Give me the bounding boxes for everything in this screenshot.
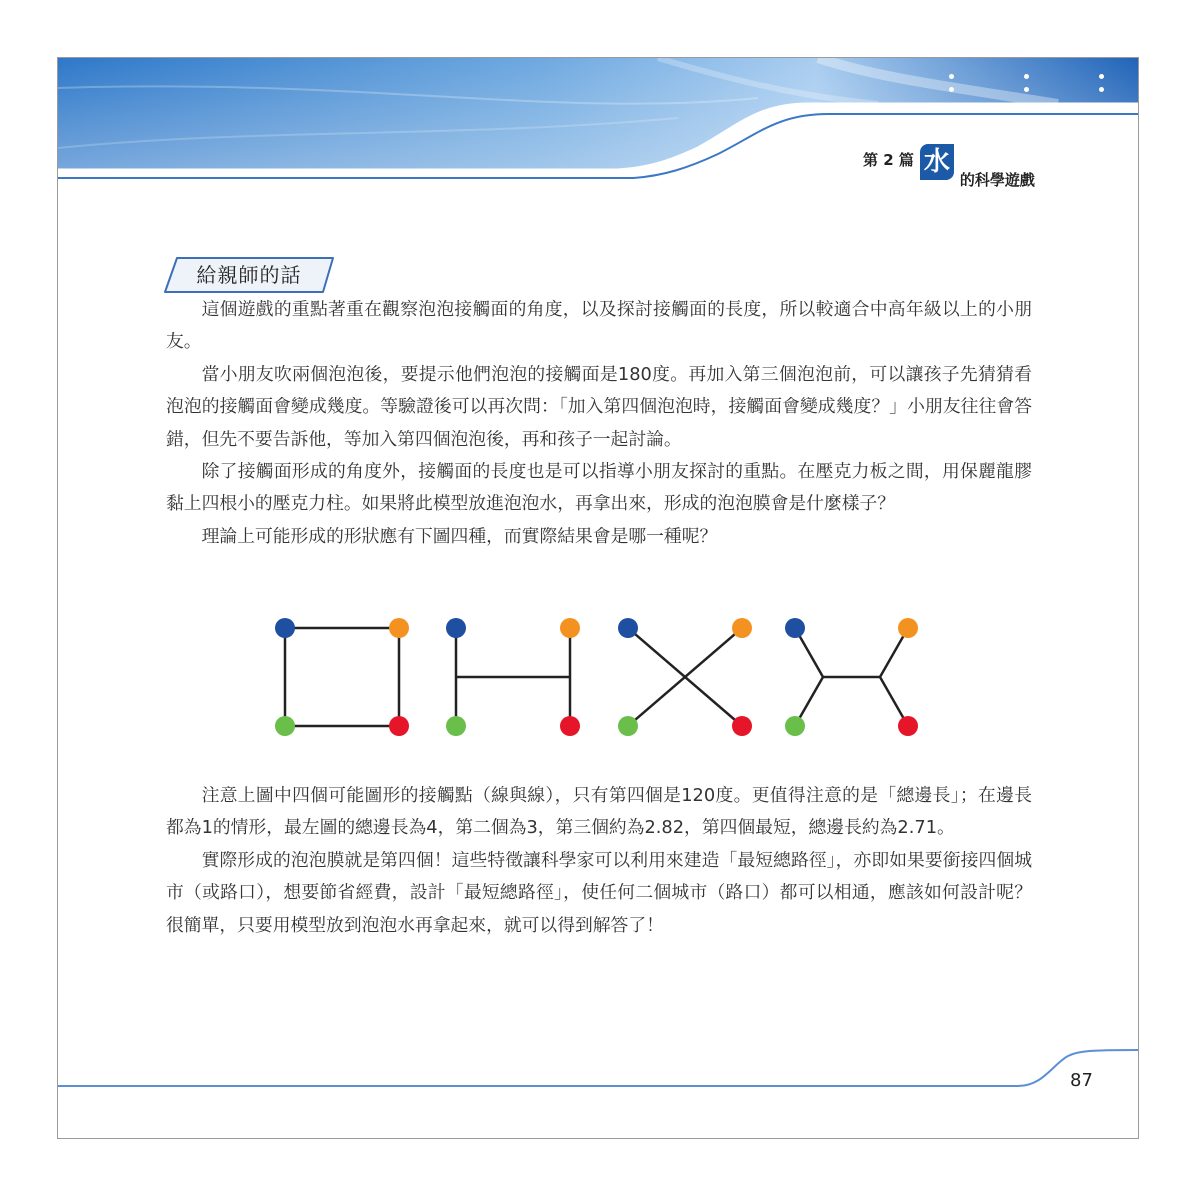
dot-blue xyxy=(618,618,638,638)
dot-blue xyxy=(446,618,466,638)
section-title-tab xyxy=(163,256,335,294)
dot-orange xyxy=(898,618,918,638)
chapter-badge: 水 xyxy=(920,144,954,180)
paragraph: 當小朋友吹兩個泡泡後，要提示他們泡泡的接觸面是180度。再加入第三個泡泡前，可以讓孩子先猜猜看泡泡的接觸面會變成幾度。等驗證後可以再次問：「加入第四個泡泡時，接觸面會變成幾度？」小朋友往往會答錯，但先不要告訴他，等加入第四個泡泡後，再和孩子一起討論。 xyxy=(166,363,1032,450)
corner-dots xyxy=(275,618,918,736)
dot-orange xyxy=(560,618,580,638)
paragraph: 這個遊戲的重點著重在觀察泡泡接觸面的角度，以及探討接觸面的長度，所以較適合中高年級以上的小朋友。 xyxy=(166,299,1032,353)
dot-red xyxy=(898,716,918,736)
dot-red xyxy=(560,716,580,736)
dot-green xyxy=(446,716,466,736)
dot-green xyxy=(275,716,295,736)
dot-red xyxy=(389,716,409,736)
dot-blue xyxy=(275,618,295,638)
shape-h xyxy=(456,628,570,726)
chapter-title: 的科學遊戲 xyxy=(959,171,1035,189)
chapter-number: 第 2 篇 xyxy=(863,151,914,169)
paragraph: 實際形成的泡泡膜就是第四個！這些特徵讓科學家可以利用來建造「最短總路徑」，亦即如果要銜接四個城市（或路口），想要節省經費，設計「最短總路徑」，使任何二個城市（路口）都可以相通，應該如何設計呢？很簡單，只要用模型放到泡泡水再拿起來，就可以得到解答了！ xyxy=(166,849,1032,936)
book-page xyxy=(57,57,1139,1139)
section-title: 給親師的話 xyxy=(196,263,302,287)
paragraph: 除了接觸面形成的角度外，接觸面的長度也是可以指導小朋友探討的重點。在壓克力板之間，用保麗龍膠黏上四根小的壓克力柱。如果將此模型放進泡泡水，再拿出來，形成的泡泡膜會是什麼樣子？ xyxy=(166,461,1032,515)
shape-square xyxy=(285,628,399,726)
body-text-bottom xyxy=(166,780,1032,942)
footer-rule xyxy=(58,1048,1139,1088)
paragraph: 注意上圖中四個可能圖形的接觸點（線與線），只有第四個是120度。更值得注意的是「總邊長」；在邊長都為1的情形，最左圖的總邊長為4，第二個為3，第三個約為2.82，第四個最短，總邊長約為2.71。 xyxy=(166,785,1032,839)
dot-orange xyxy=(389,618,409,638)
shape-steiner xyxy=(795,628,908,726)
bubble-shapes-diagram xyxy=(258,608,938,748)
dot-orange xyxy=(732,618,752,638)
dot-green xyxy=(785,716,805,736)
shape-x xyxy=(628,628,742,726)
header-dots xyxy=(949,74,1104,92)
dot-blue xyxy=(785,618,805,638)
body-text-top xyxy=(166,294,1032,553)
dot-green xyxy=(618,716,638,736)
chapter-heading xyxy=(863,144,1035,190)
paragraph: 理論上可能形成的形狀應有下圖四種，而實際結果會是哪一種呢？ xyxy=(201,525,718,547)
dot-red xyxy=(732,716,752,736)
page-number: 87 xyxy=(1070,1070,1093,1091)
